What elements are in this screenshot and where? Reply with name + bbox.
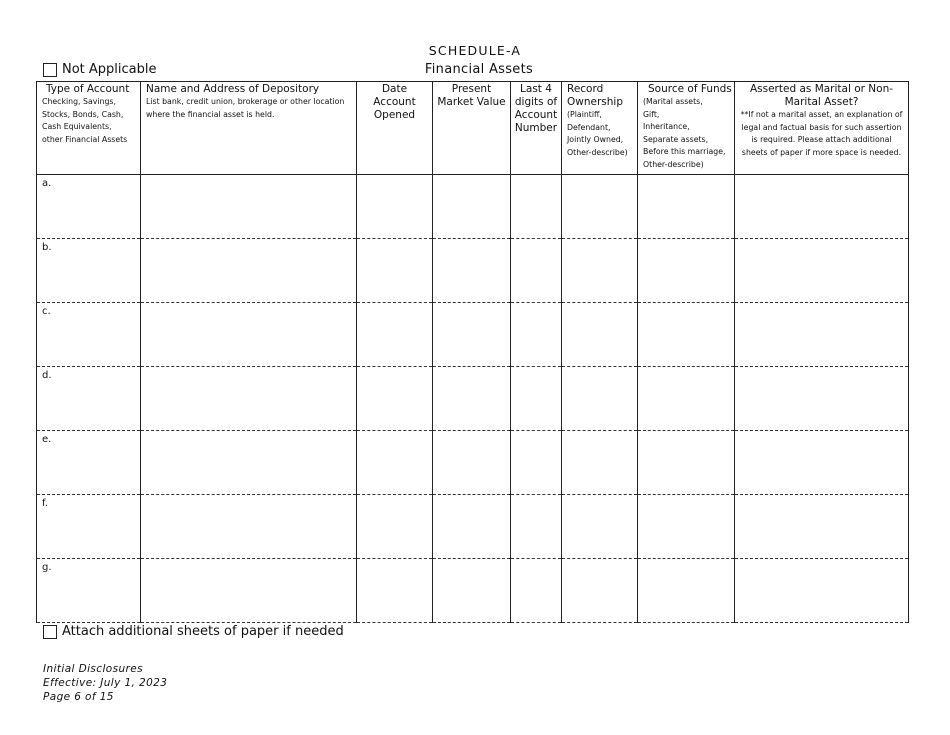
- row-label: d.: [42, 370, 52, 381]
- cell-market-value[interactable]: [433, 367, 511, 431]
- row-label: g.: [42, 562, 52, 573]
- cell-marital-assertion[interactable]: [735, 495, 909, 559]
- header-title: Source of Funds: [648, 83, 732, 95]
- cell-type-of-account[interactable]: [37, 239, 141, 303]
- cell-depository[interactable]: [141, 175, 357, 239]
- cell-marital-assertion[interactable]: [735, 431, 909, 495]
- cell-source-of-funds[interactable]: [638, 495, 735, 559]
- cell-account-digits[interactable]: [511, 431, 562, 495]
- header-title: Present Market Value: [437, 83, 506, 108]
- header-subtext: **If not a marital asset, an explanation of legal and factual basis for such assertion is required. Please attach additional sheets of paper if more space is needed.: [740, 110, 903, 157]
- cell-date-opened[interactable]: [357, 431, 433, 495]
- cell-depository[interactable]: [141, 495, 357, 559]
- row-label: c.: [42, 306, 51, 317]
- cell-depository[interactable]: [141, 239, 357, 303]
- table-row: [37, 239, 909, 303]
- header-subtext: List bank, credit union, brokerage or other location where the financial asset is held.: [146, 97, 345, 119]
- row-label: e.: [42, 434, 52, 445]
- cell-date-opened[interactable]: [357, 303, 433, 367]
- cell-account-digits[interactable]: [511, 559, 562, 623]
- cell-date-opened[interactable]: [357, 175, 433, 239]
- header-title: Date Account Opened: [373, 83, 416, 121]
- header-market-value: [433, 82, 511, 175]
- cell-type-of-account[interactable]: [37, 367, 141, 431]
- cell-date-opened[interactable]: [357, 495, 433, 559]
- attach-sheets-label: Attach additional sheets of paper if needed: [62, 624, 344, 639]
- cell-date-opened[interactable]: [357, 367, 433, 431]
- table-row: [37, 175, 909, 239]
- header-title: Last 4 digits of Account Number: [514, 83, 558, 134]
- cell-source-of-funds[interactable]: [638, 175, 735, 239]
- cell-account-digits[interactable]: [511, 303, 562, 367]
- footer-document-name: Initial Disclosures: [43, 663, 143, 675]
- table-row: [37, 559, 909, 623]
- not-applicable-checkbox[interactable]: [43, 63, 57, 77]
- table-header-row: [37, 82, 909, 175]
- not-applicable-option[interactable]: [43, 62, 157, 77]
- page-footer: [43, 662, 167, 704]
- financial-assets-table: [36, 81, 909, 623]
- cell-market-value[interactable]: [433, 559, 511, 623]
- cell-type-of-account[interactable]: [37, 303, 141, 367]
- cell-market-value[interactable]: [433, 431, 511, 495]
- attach-sheets-checkbox[interactable]: [43, 625, 57, 639]
- header-record-ownership: [562, 82, 638, 175]
- table-row: [37, 495, 909, 559]
- table-row: [37, 431, 909, 495]
- cell-account-digits[interactable]: [511, 175, 562, 239]
- cell-market-value[interactable]: [433, 495, 511, 559]
- cell-source-of-funds[interactable]: [638, 303, 735, 367]
- header-date-opened: [357, 82, 433, 175]
- cell-record-ownership[interactable]: [562, 303, 638, 367]
- row-label: f.: [42, 498, 48, 509]
- cell-marital-assertion[interactable]: [735, 175, 909, 239]
- cell-marital-assertion[interactable]: [735, 239, 909, 303]
- cell-date-opened[interactable]: [357, 559, 433, 623]
- footer-page-number: Page 6 of 15: [43, 691, 114, 703]
- cell-source-of-funds[interactable]: [638, 559, 735, 623]
- header-title: Name and Address of Depository: [146, 83, 320, 95]
- header-subtext: (Marital assets, Gift, Inheritance, Separate assets, Before this marriage, Other-describe): [643, 97, 726, 169]
- cell-depository[interactable]: [141, 303, 357, 367]
- cell-market-value[interactable]: [433, 303, 511, 367]
- row-label: a.: [42, 178, 52, 189]
- cell-type-of-account[interactable]: [37, 431, 141, 495]
- header-source-of-funds: [638, 82, 735, 175]
- schedule-title: SCHEDULE-A: [428, 43, 522, 58]
- header-type-of-account: [37, 82, 141, 175]
- cell-account-digits[interactable]: [511, 495, 562, 559]
- header-title: Record Ownership: [567, 83, 623, 108]
- cell-record-ownership[interactable]: [562, 495, 638, 559]
- cell-date-opened[interactable]: [357, 239, 433, 303]
- header-title: Asserted as Marital or Non- Marital Asset?: [749, 83, 894, 108]
- header-account-digits: [511, 82, 562, 175]
- cell-source-of-funds[interactable]: [638, 239, 735, 303]
- table-row: [37, 303, 909, 367]
- cell-type-of-account[interactable]: [37, 559, 141, 623]
- page-subtitle: Financial Assets: [424, 62, 534, 77]
- cell-record-ownership[interactable]: [562, 239, 638, 303]
- cell-depository[interactable]: [141, 367, 357, 431]
- cell-market-value[interactable]: [433, 239, 511, 303]
- cell-marital-assertion[interactable]: [735, 559, 909, 623]
- cell-source-of-funds[interactable]: [638, 367, 735, 431]
- row-label: b.: [42, 242, 52, 253]
- header-marital-assertion: [735, 82, 909, 175]
- cell-depository[interactable]: [141, 559, 357, 623]
- not-applicable-label: Not Applicable: [62, 62, 157, 77]
- cell-type-of-account[interactable]: [37, 495, 141, 559]
- header-title: Type of Account: [46, 83, 130, 95]
- header-subtext: (Plaintiff, Defendant, Jointly Owned, Other-describe): [567, 110, 628, 157]
- cell-record-ownership[interactable]: [562, 175, 638, 239]
- header-subtext: Checking, Savings, Stocks, Bonds, Cash, Cash Equivalents, other Financial Assets: [42, 97, 128, 144]
- cell-marital-assertion[interactable]: [735, 367, 909, 431]
- cell-account-digits[interactable]: [511, 239, 562, 303]
- table-row: [37, 367, 909, 431]
- header-depository: [141, 82, 357, 175]
- cell-account-digits[interactable]: [511, 367, 562, 431]
- cell-depository[interactable]: [141, 431, 357, 495]
- cell-market-value[interactable]: [433, 175, 511, 239]
- attach-sheets-option[interactable]: [43, 624, 344, 639]
- cell-type-of-account[interactable]: [37, 175, 141, 239]
- cell-record-ownership[interactable]: [562, 367, 638, 431]
- footer-effective-date: Effective: July 1, 2023: [43, 677, 168, 689]
- cell-record-ownership[interactable]: [562, 431, 638, 495]
- cell-source-of-funds[interactable]: [638, 431, 735, 495]
- cell-marital-assertion[interactable]: [735, 303, 909, 367]
- cell-record-ownership[interactable]: [562, 559, 638, 623]
